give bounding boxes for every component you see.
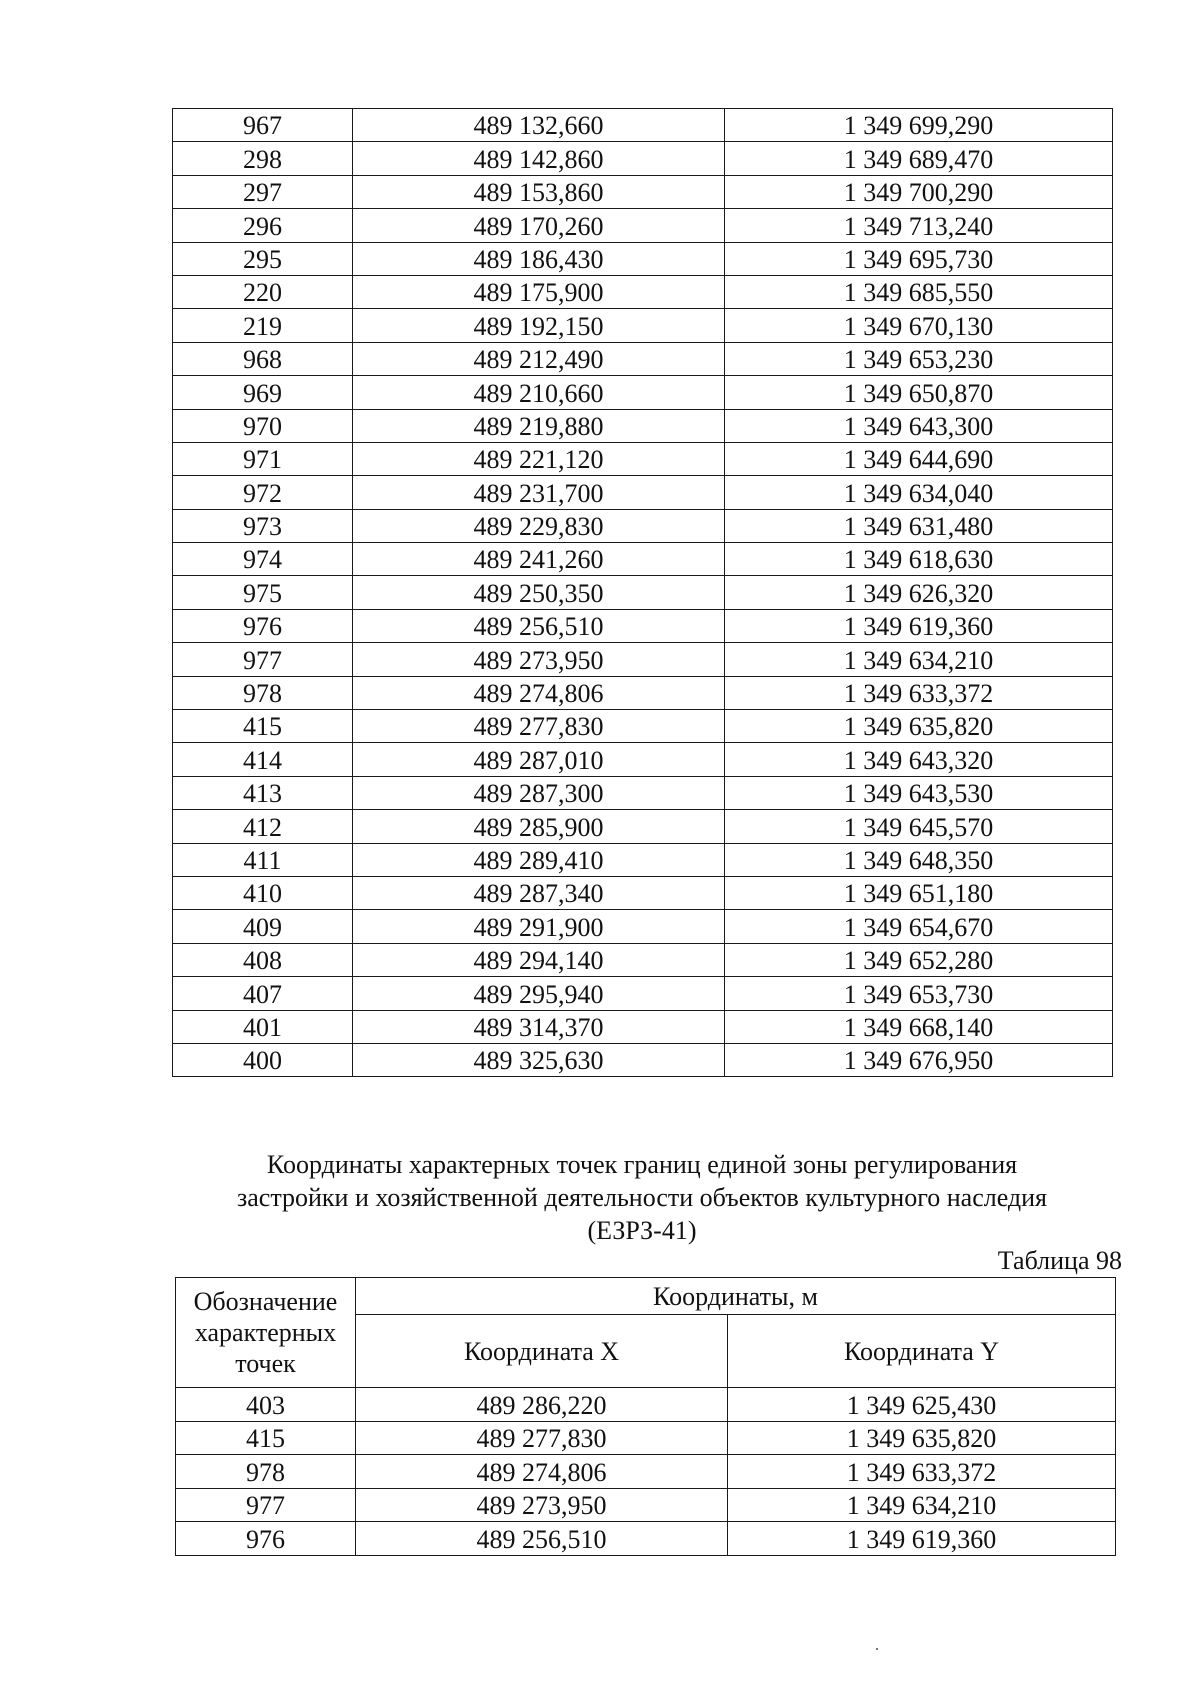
point-id-cell: 976: [176, 1522, 356, 1556]
table-row: [173, 275, 1113, 308]
coord-y-cell: 1 349 633,372: [728, 1455, 1116, 1489]
coord-y-cell: 1 349 689,470: [725, 142, 1113, 175]
coord-x-cell: 489 291,900: [353, 910, 725, 943]
coord-y-cell: 1 349 633,372: [725, 676, 1113, 709]
point-id-cell: 219: [173, 309, 353, 342]
coord-x-cell: 489 277,830: [353, 710, 725, 743]
table-row: [173, 209, 1113, 242]
table-row: [173, 442, 1113, 475]
coord-x-cell: 489 287,010: [353, 743, 725, 776]
coord-y-cell: 1 349 651,180: [725, 876, 1113, 909]
point-id-cell: 977: [173, 643, 353, 676]
point-id-cell: 968: [173, 342, 353, 375]
table-row: [173, 977, 1113, 1010]
coord-y-cell: 1 349 652,280: [725, 943, 1113, 976]
table-row: [173, 409, 1113, 442]
coordinates-header: Координаты, м: [356, 1278, 1116, 1315]
table-row: [173, 342, 1113, 375]
coord-x-cell: 489 212,490: [353, 342, 725, 375]
table-row: [176, 1522, 1116, 1556]
coord-y-cell: 1 349 650,870: [725, 376, 1113, 409]
table-row: [173, 576, 1113, 609]
coord-x-cell: 489 314,370: [353, 1010, 725, 1043]
point-id-cell: 415: [176, 1421, 356, 1455]
point-designation-header: Обозначение характерных точек: [176, 1278, 356, 1388]
point-id-cell: 410: [173, 876, 353, 909]
coordinate-x-header: Координата X: [356, 1315, 728, 1388]
point-id-cell: 295: [173, 242, 353, 275]
coord-x-cell: 489 229,830: [353, 509, 725, 542]
point-id-cell: 403: [176, 1388, 356, 1422]
caption-line: Координаты характерных точек границ единой зоны регулирования: [266, 1150, 1018, 1179]
point-id-cell: 297: [173, 175, 353, 208]
table-row: [173, 710, 1113, 743]
coord-x-cell: 489 210,660: [353, 376, 725, 409]
point-id-cell: 415: [173, 710, 353, 743]
coord-y-cell: 1 349 626,320: [725, 576, 1113, 609]
point-id-cell: 967: [173, 109, 353, 142]
point-id-cell: 407: [173, 977, 353, 1010]
coord-y-cell: 1 349 634,210: [725, 643, 1113, 676]
point-id-cell: 411: [173, 843, 353, 876]
coord-x-cell: 489 286,220: [356, 1388, 728, 1422]
coord-y-cell: 1 349 643,320: [725, 743, 1113, 776]
table-row: [173, 242, 1113, 275]
table-row: [173, 476, 1113, 509]
table-row: [176, 1421, 1116, 1455]
table-row: [173, 609, 1113, 642]
coord-y-cell: 1 349 645,570: [725, 810, 1113, 843]
table-row: [173, 142, 1113, 175]
section-caption: [172, 1148, 1112, 1247]
caption-line: (ЕЗРЗ-41): [587, 1216, 697, 1245]
coordinate-y-header: Координата Y: [728, 1315, 1116, 1388]
coordinates-table-continued: [172, 108, 1113, 1077]
coord-x-cell: 489 274,806: [356, 1455, 728, 1489]
point-id-cell: 296: [173, 209, 353, 242]
point-id-cell: 412: [173, 810, 353, 843]
table-number-label: Таблица 98: [997, 1246, 1122, 1275]
point-id-cell: 414: [173, 743, 353, 776]
table-row: [173, 1010, 1113, 1043]
coord-y-cell: 1 349 619,360: [728, 1522, 1116, 1556]
coord-x-cell: 489 295,940: [353, 977, 725, 1010]
table-row: [176, 1388, 1116, 1422]
table-row: [173, 843, 1113, 876]
point-id-cell: 976: [173, 609, 353, 642]
coord-y-cell: 1 349 653,230: [725, 342, 1113, 375]
coordinates-table-98: [175, 1277, 1116, 1556]
point-id-cell: 413: [173, 776, 353, 809]
coord-x-cell: 489 256,510: [356, 1522, 728, 1556]
table-row: [173, 676, 1113, 709]
table-row: [173, 743, 1113, 776]
point-id-cell: 972: [173, 476, 353, 509]
point-id-cell: 401: [173, 1010, 353, 1043]
coord-x-cell: 489 285,900: [353, 810, 725, 843]
point-id-cell: 969: [173, 376, 353, 409]
coord-x-cell: 489 231,700: [353, 476, 725, 509]
coord-x-cell: 489 277,830: [356, 1421, 728, 1455]
coord-x-cell: 489 186,430: [353, 242, 725, 275]
table-row: [173, 509, 1113, 542]
table-row: [173, 776, 1113, 809]
table-row: [173, 543, 1113, 576]
table-row: [176, 1455, 1116, 1489]
coord-y-cell: 1 349 713,240: [725, 209, 1113, 242]
coord-x-cell: 489 274,806: [353, 676, 725, 709]
coord-y-cell: 1 349 699,290: [725, 109, 1113, 142]
point-id-cell: 975: [173, 576, 353, 609]
coord-x-cell: 489 273,950: [353, 643, 725, 676]
table-row: [173, 175, 1113, 208]
point-id-cell: 400: [173, 1043, 353, 1076]
point-id-cell: 971: [173, 442, 353, 475]
coord-x-cell: 489 153,860: [353, 175, 725, 208]
point-id-cell: 974: [173, 543, 353, 576]
coord-y-cell: 1 349 668,140: [725, 1010, 1113, 1043]
coord-x-cell: 489 241,260: [353, 543, 725, 576]
coord-x-cell: 489 250,350: [353, 576, 725, 609]
coord-y-cell: 1 349 676,950: [725, 1043, 1113, 1076]
coord-x-cell: 489 294,140: [353, 943, 725, 976]
table-header-row: [176, 1278, 1116, 1315]
coord-y-cell: 1 349 685,550: [725, 275, 1113, 308]
point-id-cell: 408: [173, 943, 353, 976]
table-row: [173, 876, 1113, 909]
coord-x-cell: 489 287,340: [353, 876, 725, 909]
scan-speck: [876, 1648, 878, 1650]
table-row: [176, 1488, 1116, 1522]
coord-x-cell: 489 132,660: [353, 109, 725, 142]
coord-x-cell: 489 219,880: [353, 409, 725, 442]
coord-x-cell: 489 289,410: [353, 843, 725, 876]
coord-x-cell: 489 287,300: [353, 776, 725, 809]
coord-y-cell: 1 349 644,690: [725, 442, 1113, 475]
coord-y-cell: 1 349 695,730: [725, 242, 1113, 275]
coord-x-cell: 489 273,950: [356, 1488, 728, 1522]
point-id-cell: 220: [173, 275, 353, 308]
coord-x-cell: 489 175,900: [353, 275, 725, 308]
point-id-cell: 409: [173, 910, 353, 943]
caption-line: застройки и хозяйственной деятельности объектов культурного наследия: [236, 1183, 1048, 1212]
coord-y-cell: 1 349 670,130: [725, 309, 1113, 342]
coord-y-cell: 1 349 631,480: [725, 509, 1113, 542]
coord-y-cell: 1 349 635,820: [728, 1421, 1116, 1455]
coord-y-cell: 1 349 700,290: [725, 175, 1113, 208]
table-row: [173, 810, 1113, 843]
coord-y-cell: 1 349 653,730: [725, 977, 1113, 1010]
coord-x-cell: 489 256,510: [353, 609, 725, 642]
table-row: [173, 910, 1113, 943]
table-row: [173, 643, 1113, 676]
point-id-cell: 970: [173, 409, 353, 442]
coord-y-cell: 1 349 618,630: [725, 543, 1113, 576]
coord-y-cell: 1 349 634,040: [725, 476, 1113, 509]
point-id-cell: 978: [176, 1455, 356, 1489]
point-id-cell: 978: [173, 676, 353, 709]
coord-x-cell: 489 325,630: [353, 1043, 725, 1076]
coord-y-cell: 1 349 643,530: [725, 776, 1113, 809]
point-id-cell: 973: [173, 509, 353, 542]
coord-y-cell: 1 349 635,820: [725, 710, 1113, 743]
table-row: [173, 1043, 1113, 1076]
coord-y-cell: 1 349 648,350: [725, 843, 1113, 876]
point-id-cell: 298: [173, 142, 353, 175]
coord-x-cell: 489 192,150: [353, 309, 725, 342]
coord-x-cell: 489 142,860: [353, 142, 725, 175]
coord-y-cell: 1 349 619,360: [725, 609, 1113, 642]
coord-y-cell: 1 349 643,300: [725, 409, 1113, 442]
table-row: [173, 943, 1113, 976]
coord-y-cell: 1 349 625,430: [728, 1388, 1116, 1422]
table-row: [173, 376, 1113, 409]
table-row: [173, 109, 1113, 142]
coord-y-cell: 1 349 654,670: [725, 910, 1113, 943]
coord-x-cell: 489 170,260: [353, 209, 725, 242]
table-row: [173, 309, 1113, 342]
coord-x-cell: 489 221,120: [353, 442, 725, 475]
coord-y-cell: 1 349 634,210: [728, 1488, 1116, 1522]
point-id-cell: 977: [176, 1488, 356, 1522]
